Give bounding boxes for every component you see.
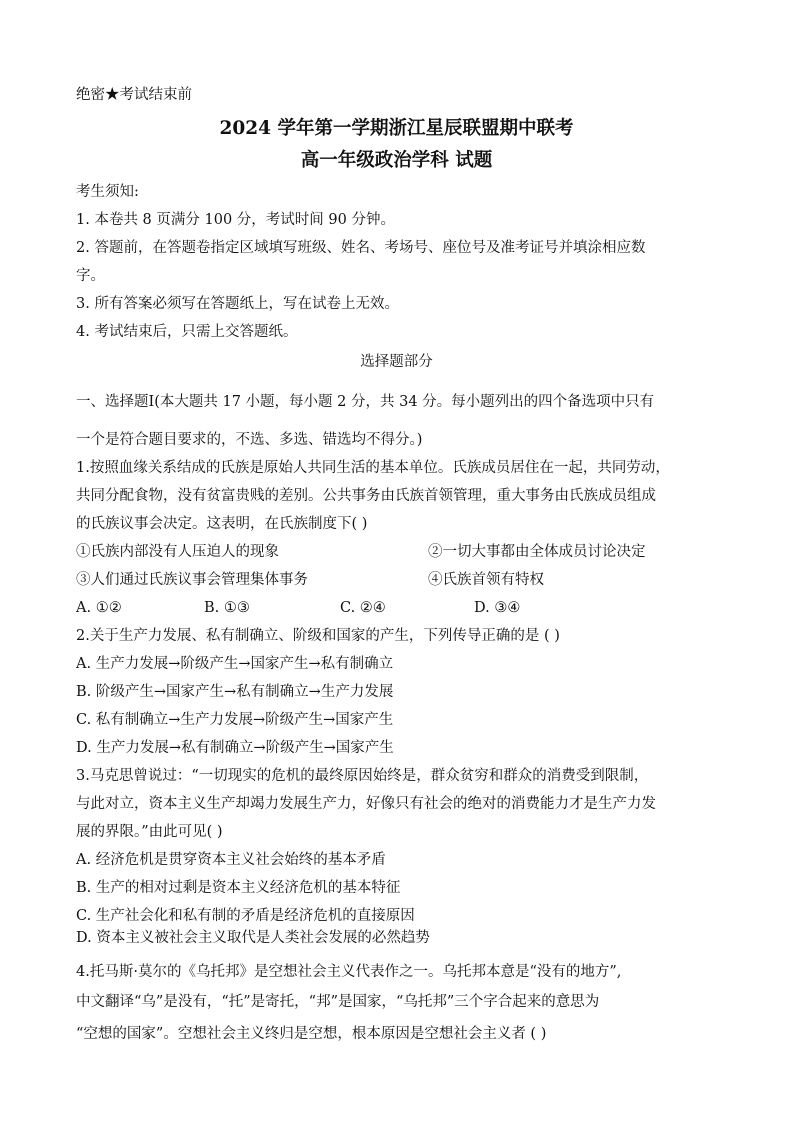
question-stem: 中文翻译“乌”是没有，“托”是寄托，“邦”是国家，“乌托邦”三个字合起来的意思为: [76, 994, 600, 1010]
option-c: C. ②④: [340, 600, 386, 616]
section-title: 选择题部分: [360, 354, 433, 370]
notice-item: 1. 本卷共 8 页满分 100 分，考试时间 90 分钟。: [76, 212, 395, 228]
option-a: A. 生产力发展→阶级产生→国家产生→私有制确立: [76, 656, 394, 672]
question-stem: 与此对立，资本主义生产却竭力发展生产力，好像只有社会的绝对的消费能力才是生产力发: [76, 796, 656, 812]
section-intro: 一个是符合题目要求的，不选、多选、错选均不得分。): [76, 432, 423, 448]
statement-3: ③人们通过氏族议事会管理集体事务: [76, 572, 308, 588]
option-a: A. 经济危机是贯穿资本主义社会始终的基本矛盾: [76, 852, 386, 868]
notice-item: 2. 答题前，在答题卷指定区域填写班级、姓名、考场号、座位号及准考证号并填涂相应数: [76, 240, 646, 256]
statement-2: ②一切大事都由全体成员讨论决定: [428, 544, 646, 560]
notice-item: 4. 考试结束后，只需上交答题纸。: [76, 324, 298, 340]
section-intro: 一、选择题Ⅰ(本大题共 17 小题，每小题 2 分，共 34 分。每小题列出的四个备选项中只有: [76, 394, 655, 410]
question-stem: 共同分配食物，没有贫富贵贱的差别。公共事务由氏族首领管理，重大事务由氏族成员组成: [76, 488, 656, 504]
exam-title: 2024 学年第一学期浙江星辰联盟期中联考: [219, 118, 574, 139]
option-d: D. 资本主义被社会主义取代是人类社会发展的必然趋势: [76, 930, 430, 946]
statement-4: ④氏族首领有特权: [428, 572, 544, 588]
option-b: B. 生产的相对过剩是资本主义经济危机的基本特征: [76, 880, 401, 896]
statement-1: ①氏族内部没有人压迫人的现象: [76, 544, 279, 560]
option-d: D. ③④: [474, 600, 521, 616]
notice-item: 字。: [76, 268, 105, 284]
option-c: C. 生产社会化和私有制的矛盾是经济危机的直接原因: [76, 908, 415, 924]
notice-item: 3. 所有答案必须写在答题纸上，写在试卷上无效。: [76, 296, 399, 312]
question-stem: 4.托马斯·莫尔的《乌托邦》是空想社会主义代表作之一。乌托邦本意是“没有的地方”,: [76, 964, 622, 980]
option-b: B. 阶级产生→国家产生→私有制确立→生产力发展: [76, 684, 394, 700]
option-a: A. ①②: [76, 600, 122, 616]
question-stem: 展的界限。”由此可见( ): [76, 824, 223, 840]
question-stem: 3.马克思曾说过：“一切现实的危机的最终原因始终是，群众贫穷和群众的消费受到限制，: [76, 768, 649, 784]
confidential-label: 绝密★考试结束前: [76, 87, 192, 103]
question-stem: 的氏族议事会决定。这表明，在氏族制度下( ): [76, 516, 368, 532]
question-stem: “空想的国家”。空想社会主义终归是空想，根本原因是空想社会主义者 ( ): [76, 1026, 547, 1042]
option-d: D. 生产力发展→私有制确立→阶级产生→国家产生: [76, 740, 394, 756]
option-b: B. ①③: [204, 600, 250, 616]
notice-heading: 考生须知:: [76, 184, 139, 200]
question-stem: 1.按照血缘关系结成的氏族是原始人共同生活的基本单位。氏族成员居住在一起，共同劳动，: [76, 460, 670, 476]
question-stem: 2.关于生产力发展、私有制确立、阶级和国家的产生，下列传导正确的是 ( ): [76, 628, 560, 644]
option-c: C. 私有制确立→生产力发展→阶级产生→国家产生: [76, 712, 394, 728]
exam-subtitle: 高一年级政治学科 试题: [300, 150, 493, 171]
